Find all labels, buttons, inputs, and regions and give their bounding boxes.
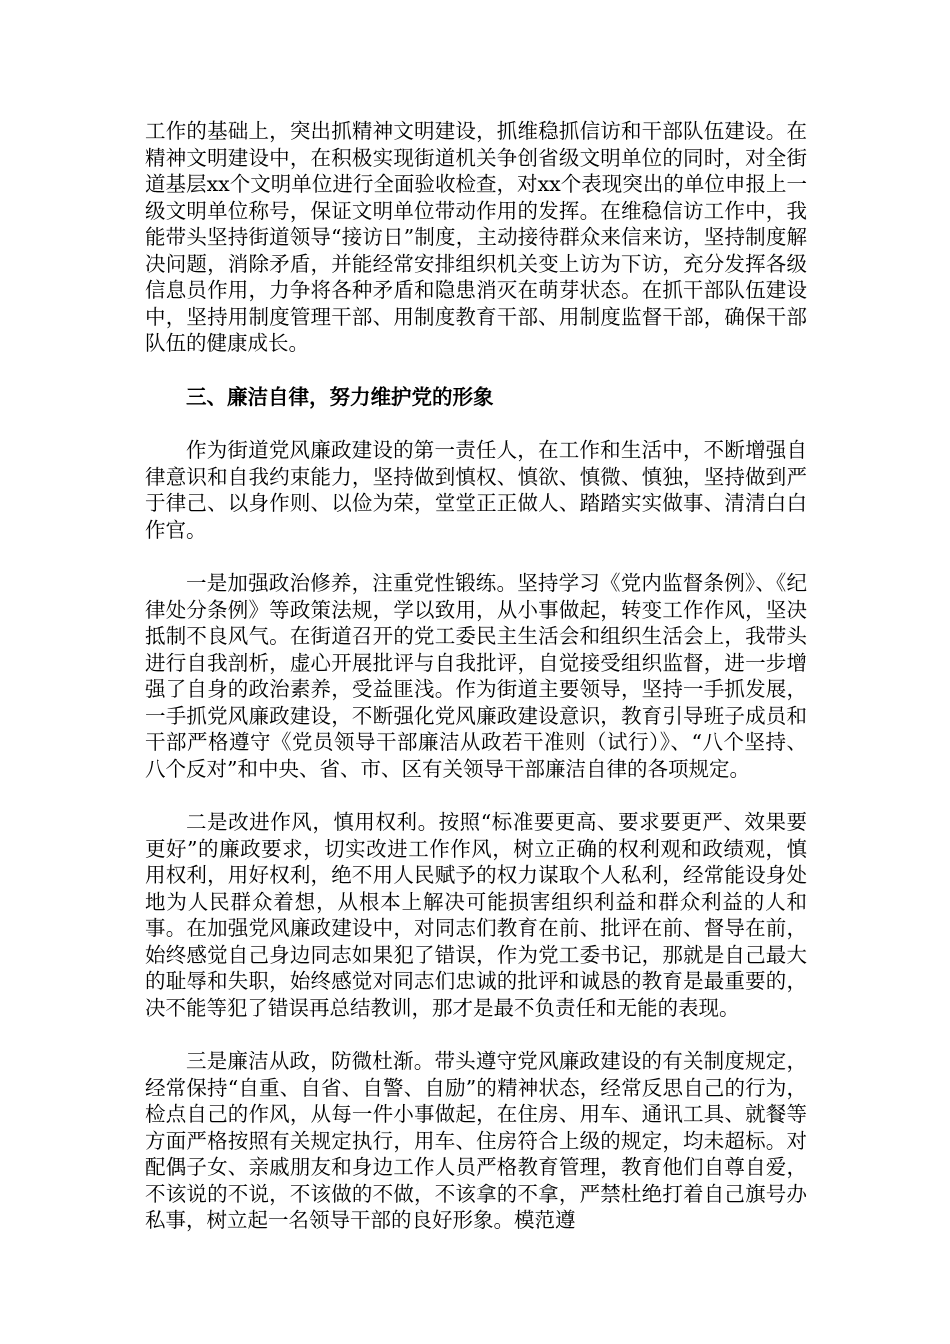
paragraph-continuation: 工作的基础上，突出抓精神文明建设，抓维稳抓信访和干部队伍建设。在精神文明建设中，在积极实现街道机关争创省级文明单位的同时，对全街道基层xx个文明单位进行全面验收检查，对xx个表现突出的单位申报上一级文明单位称号，保证文明单位带动作用的发挥。在维稳信访工作中，我能带头坚持街道领导“接访日”制度，主动接待群众来信来访，坚持制度解决问题，消除矛盾，并能经常安排组织机关变上访为下访，充分发挥各级信息员作用，力争将各种矛盾和隐患消灭在萌芽状态。在抓干部队伍建设中，坚持用制度管理干部、用制度教育干部、用制度监督干部，确保干部队伍的健康成长。 [145,119,807,355]
paragraph-point-one: 一是加强政治修养，注重党性锻练。坚持学习《党内监督条例》、《纪律处分条例》等政策法规，学以致用，从小事做起，转变工作作风，坚决抵制不良风气。在街道召开的党工委民主生活会和组织生活会上，我带头进行自我剖析，虚心开展批评与自我批评，自觉接受组织监督，进一步增强了自身的政治素养，受益匪浅。作为街道主要领导，坚持一手抓发展，一手抓党风廉政建设，不断强化党风廉政建设意识，教育引导班子成员和干部严格遵守《党员领导干部廉洁从政若干准则（试行）》、“八个坚持、八个反对”和中央、省、市、区有关领导干部廉洁自律的各项规定。 [145,571,807,781]
document-page [145,118,807,1261]
paragraph-intro: 作为街道党风廉政建设的第一责任人，在工作和生活中，不断增强自律意识和自我约束能力，坚持做到慎权、慎欲、慎微、慎独，坚持做到严于律己、以身作则、以俭为荣，堂堂正正做人、踏踏实实做事、清清白白作官。 [145,438,807,542]
paragraph-point-two: 二是改进作风，慎用权利。按照“标准要更高、要求要更严、效果要更好”的廉政要求，切实改进工作作风，树立正确的权利观和政绩观，慎用权利，用好权利，绝不用人民赋予的权力谋取个人私利，经常能设身处地为人民群众着想，从根本上解决可能损害组织利益和群众利益的人和事。在加强党风廉政建设中，对同志们教育在前、批评在前、督导在前，始终感觉自己身边同志如果犯了错误，作为党工委书记，那就是自己最大的耻辱和失职，始终感觉对同志们忠诚的批评和诚恳的教育是最重要的，决不能等犯了错误再总结教训，那才是最不负责任和无能的表现。 [145,810,807,1020]
paragraph-point-three: 三是廉洁从政，防微杜渐。带头遵守党风廉政建设的有关制度规定，经常保持“自重、自省、自警、自励”的精神状态，经常反思自己的行为，检点自己的作风，从每一件小事做起，在住房、用车、通讯工具、就餐等方面严格按照有关规定执行，用车、住房符合上级的规定，均未超标。对配偶子女、亲戚朋友和身边工作人员严格教育管理，教育他们自尊自爱，不该说的不说，不该做的不做，不该拿的不拿，严禁杜绝打着自己旗号办私事，树立起一名领导干部的良好形象。模范遵 [145,1049,807,1232]
section-heading: 三、廉洁自律，努力维护党的形象 [186,384,494,409]
